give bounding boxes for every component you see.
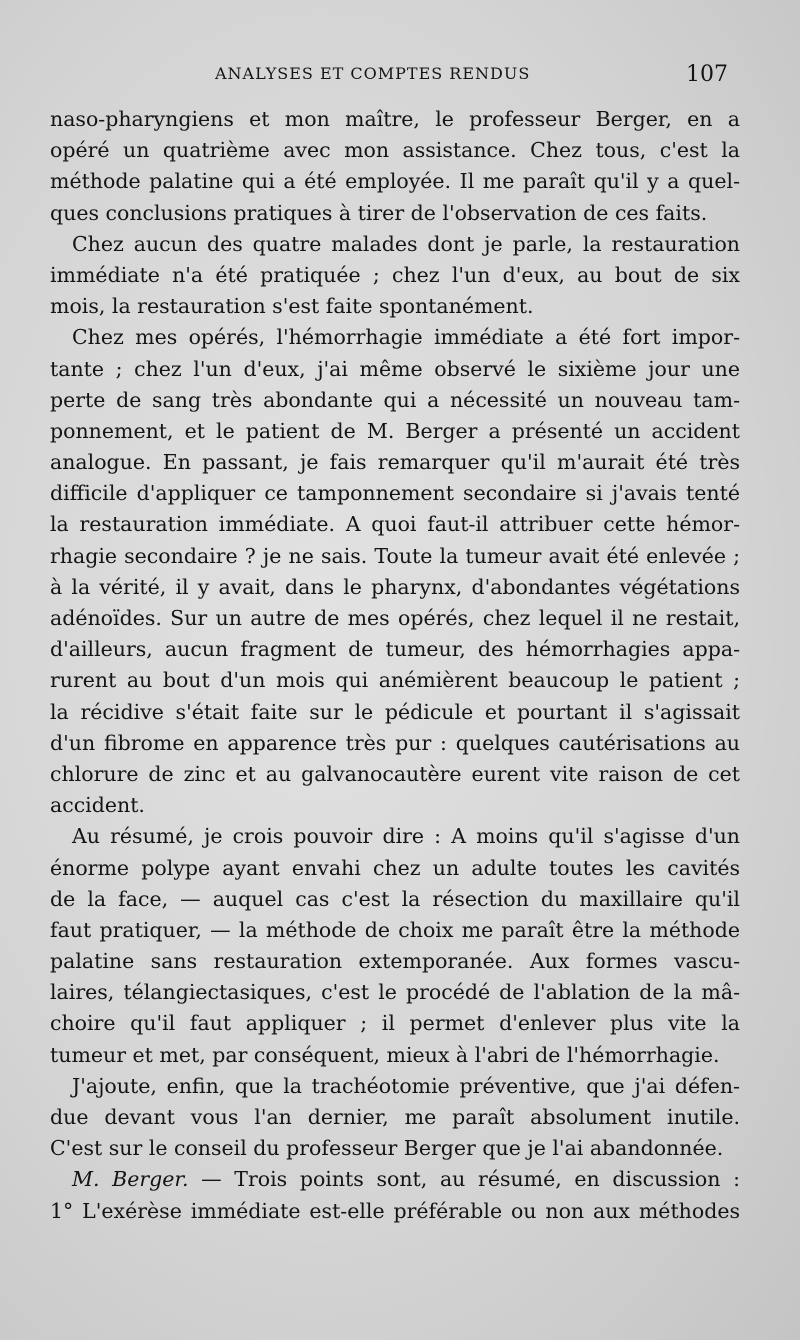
text-line bbox=[50, 1164, 740, 1195]
text-line: opéré un quatrième avec mon assistance. Chez tous, c'est la bbox=[50, 138, 740, 163]
text-line: choire qu'il faut appliquer ; il permet d'enlever plus vite la bbox=[50, 1011, 740, 1036]
text-line: adénoïdes. Sur un autre de mes opérés, chez lequel il ne restait, bbox=[50, 606, 740, 630]
text-line: perte de sang très abondante qui a nécessité un nouveau tam- bbox=[50, 387, 740, 412]
page-number: 107 bbox=[686, 62, 728, 87]
text-line: J'ajoute, enfin, que la trachéotomie préventive, que j'ai défen- bbox=[72, 1073, 740, 1098]
text-line: d'ailleurs, aucun fragment de tumeur, des hémorrhagies appa- bbox=[50, 637, 740, 662]
text-line: d'un fibrome en apparence très pur : quelques cautérisations au bbox=[50, 730, 740, 755]
text-line: tumeur et met, par conséquent, mieux à l'abri de l'hémorrhagie. bbox=[50, 1042, 720, 1067]
text-line: énorme polype ayant envahi chez un adulte toutes les cavités bbox=[50, 855, 740, 880]
text-line: la restauration immédiate. A quoi faut-il attribuer cette hémor- bbox=[50, 512, 740, 537]
text-line: due devant vous l'an dernier, me paraît absolument inutile. bbox=[50, 1105, 740, 1129]
text-line: analogue. En passant, je fais remarquer qu'il m'aurait été très bbox=[50, 450, 740, 475]
text-line: accident. bbox=[50, 793, 145, 818]
text-line: C'est sur le conseil du professeur Berger que je l'ai abandonnée. bbox=[50, 1136, 724, 1161]
text-line: difficile d'appliquer ce tamponnement secondaire si j'avais tenté bbox=[50, 481, 740, 506]
text-line: tante ; chez l'un d'eux, j'ai même observé le sixième jour une bbox=[50, 356, 740, 381]
body-text bbox=[50, 104, 740, 1227]
running-title: ANALYSES ET COMPTES RENDUS bbox=[215, 64, 531, 83]
text-line: immédiate n'a été pratiquée ; chez l'un d'eux, au bout de six bbox=[50, 262, 740, 287]
text-line: la récidive s'était faite sur le pédicule et pourtant il s'agissait bbox=[50, 699, 740, 724]
text-line: palatine sans restauration extemporanée. Aux formes vascu- bbox=[50, 949, 740, 974]
text-line: rhagie secondaire ? je ne sais. Toute la tumeur avait été enlevée ; bbox=[50, 543, 740, 568]
speaker-text: — Trois points sont, au résumé, en discussion : bbox=[188, 1167, 740, 1192]
text-line: à la vérité, il y avait, dans le pharynx, d'abondantes végétations bbox=[50, 574, 740, 599]
running-head bbox=[50, 62, 740, 86]
text-line: mois, la restauration s'est faite spontanément. bbox=[50, 294, 534, 319]
text-line: ques conclusions pratiques à tirer de l'observation de ces faits. bbox=[50, 200, 708, 225]
text-line: rurent au bout d'un mois qui anémièrent beaucoup le patient ; bbox=[50, 668, 740, 693]
text-line: naso-pharyngiens et mon maître, le professeur Berger, en a bbox=[50, 107, 740, 131]
text-line: de la face, — auquel cas c'est la résection du maxillaire qu'il bbox=[50, 886, 740, 911]
text-line: faut pratiquer, — la méthode de choix me paraît être la méthode bbox=[50, 917, 740, 942]
text-line: 1° L'exérèse immédiate est-elle préférable ou non aux méthodes bbox=[50, 1198, 740, 1223]
text-line: Chez mes opérés, l'hémorrhagie immédiate a été fort impor- bbox=[72, 325, 740, 350]
text-line: Chez aucun des quatre malades dont je parle, la restauration bbox=[72, 231, 740, 256]
text-line: Au résumé, je crois pouvoir dire : A moins qu'il s'agisse d'un bbox=[72, 824, 740, 849]
text-line: ponnement, et le patient de M. Berger a présenté un accident bbox=[50, 418, 740, 443]
text-line: méthode palatine qui a été employée. Il me paraît qu'il y a quel- bbox=[50, 169, 740, 194]
speaker-name: M. Berger. bbox=[72, 1167, 189, 1192]
text-line: chlorure de zinc et au galvanocautère eurent vite raison de cet bbox=[50, 761, 740, 786]
text-line: laires, télangiectasiques, c'est le procédé de l'ablation de la mâ- bbox=[50, 980, 740, 1005]
